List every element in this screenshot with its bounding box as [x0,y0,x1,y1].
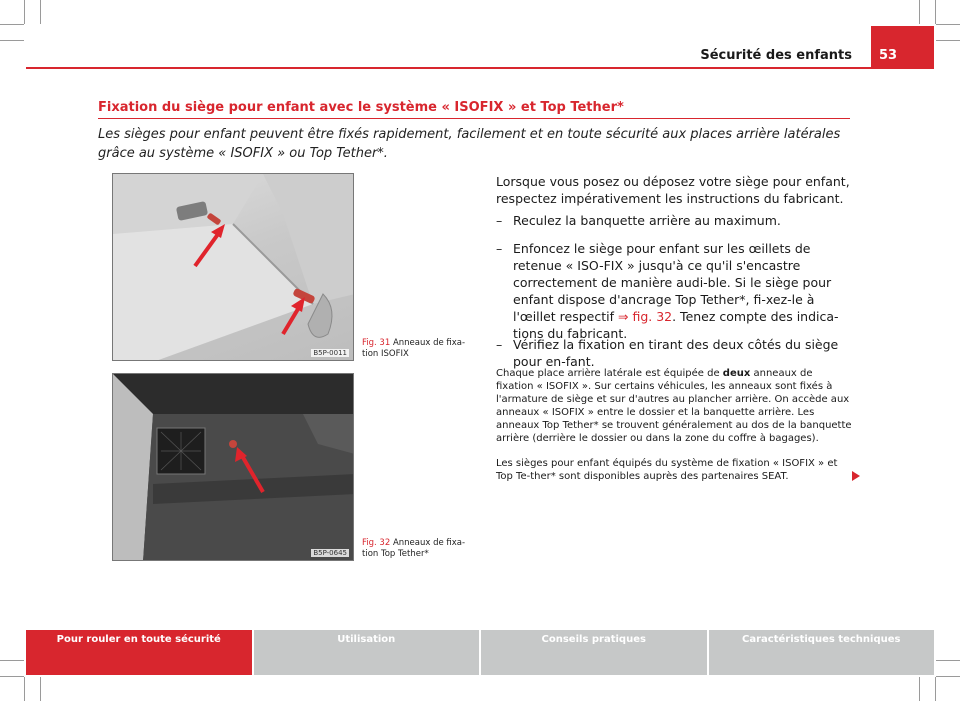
crop-mark [919,0,920,24]
crop-mark [0,40,24,41]
figure-label: Fig. 32 [362,538,391,548]
figure-32-caption [362,538,472,560]
continue-arrow-icon [852,471,860,481]
footer-tab-conseils[interactable]: Conseils pratiques [481,630,707,675]
step-text: Vérifiez la fixation en tirant des deux côtés du siège pour en-fant. [513,337,839,369]
step-text: . Tenez compte des indica-tions du fabricant. [513,309,839,341]
note-emphasis: deux [722,368,751,379]
crop-mark [936,24,960,25]
footer-tab-caracteristiques[interactable]: Caractéristiques techniques [709,630,935,675]
crop-mark [936,660,960,661]
section-title: Fixation du siège pour enfant avec le système « ISOFIX » et Top Tether* [98,100,624,115]
crop-mark [0,676,24,677]
footer-tab-securite[interactable]: Pour rouler en toute sécurité [26,630,252,675]
crop-mark [24,677,25,701]
crop-mark [40,0,41,24]
section-intro: Les sièges pour enfant peuvent être fixés rapidement, facilement et en toute sécurité aux places arrière latérales grâce au système « ISOFIX » ou Top Tether*. [98,127,841,161]
crop-mark [936,40,960,41]
step-dash: – [496,213,503,228]
footer-navigation [26,630,934,675]
crop-mark [935,677,936,701]
figure-31-caption [362,338,472,360]
header-rule [26,67,934,69]
note-text: anneaux de fixation « ISOFIX ». Sur certains véhicules, les anneaux sont fixés à l'armature de siège et sur d'autres au plancher arrière. On accède aux anneaux « ISOFIX » entre le dossier et la banquette arrière. Les anneaux Top Tether* se trouvent généralement au dos de la banquette arrière (derrière le dossier ou dans la zone du coffre à bagages). [496,368,852,444]
note-paragraph-1 [496,367,852,445]
step-1 [496,212,852,229]
page-number: 53 [871,26,934,67]
crop-mark [0,660,24,661]
figure-code: B5P-0645 [313,549,347,557]
note-text: Chaque place arrière latérale est équipée de [496,368,723,379]
note-paragraph-2: Les sièges pour enfant équipés du système de fixation « ISOFIX » et Top Te-ther* sont disponibles auprès des partenaires SEAT. [496,458,838,482]
crop-mark [24,0,25,24]
figure-label: Fig. 31 [362,338,391,348]
step-2 [496,240,852,342]
crop-mark [935,0,936,24]
figure-isofix-photo [112,173,354,361]
step-3 [496,336,852,370]
running-header: Sécurité des enfants [700,48,852,63]
seat-illustration [113,174,354,361]
step-dash: – [496,337,503,352]
figure-top-tether-photo [112,373,354,561]
figure-code: B5P-0011 [313,349,347,357]
section-rule [98,118,850,119]
trunk-illustration [113,374,354,561]
figure-caption-text: Anneaux de fixa-tion ISOFIX [362,338,466,359]
crop-mark [40,677,41,701]
footer-tab-utilisation[interactable]: Utilisation [254,630,480,675]
step-text: Enfoncez le siège pour enfant sur les œillets de retenue « ISO-FIX » jusqu'à ce qu'il s'encastre correctement de manière audi-ble. Si le siège pour enfant dispose d'ancrage Top Tether*, fi-xez-le à l'œillet respectif [513,241,832,324]
crop-mark [919,677,920,701]
step-dash: – [496,241,503,256]
step-text: Reculez la banquette arrière au maximum. [513,213,781,228]
lead-paragraph: Lorsque vous posez ou déposez votre siège pour enfant, respectez impérativement les instructions du fabricant. [496,174,850,206]
crop-mark [936,676,960,677]
crop-mark [0,24,24,25]
figure-caption-text: Anneaux de fixa-tion Top Tether* [362,538,466,559]
figure-cross-reference-link[interactable]: ⇒ fig. 32 [618,309,673,324]
